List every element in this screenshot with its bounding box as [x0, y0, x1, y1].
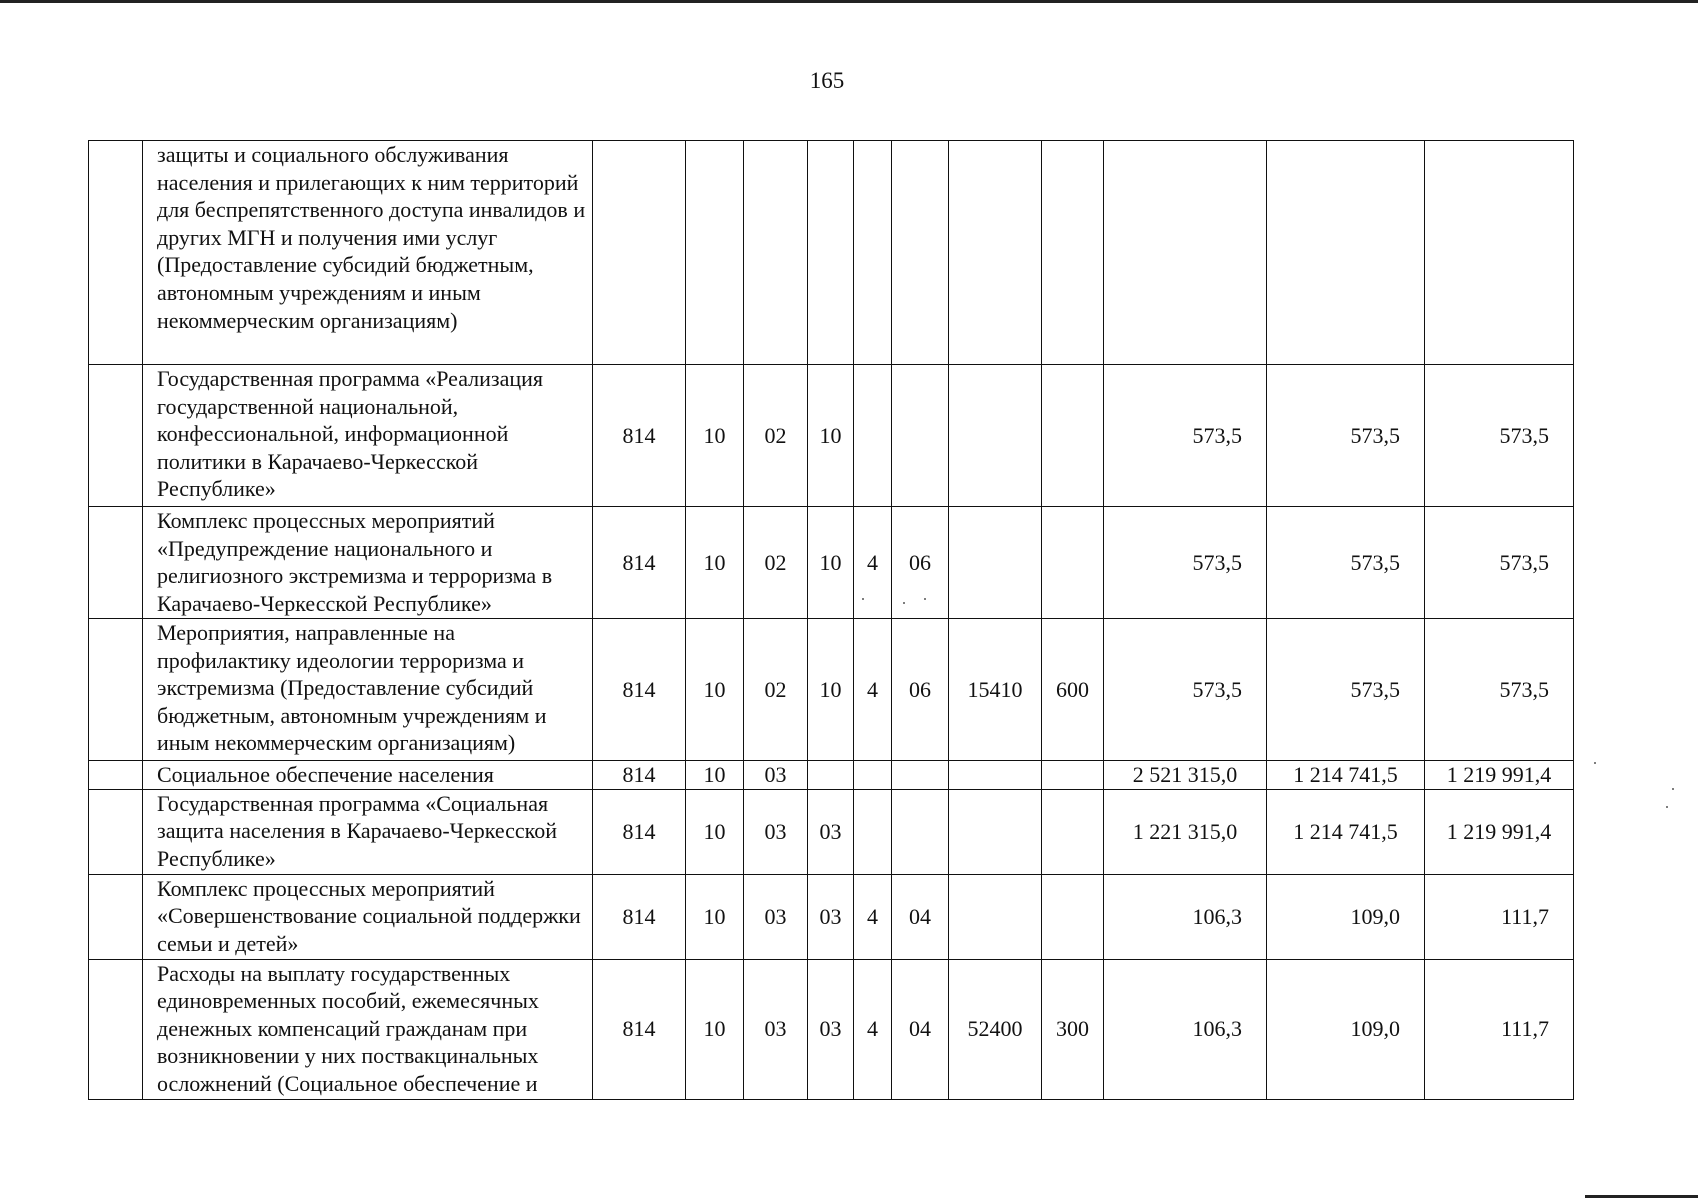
table-row: [89, 141, 1574, 365]
target-program-code: 03: [808, 959, 854, 1099]
ved-code: 814: [593, 789, 686, 874]
amount-year-1: [1104, 141, 1267, 365]
amount-year-2: 1 214 741,5: [1267, 789, 1425, 874]
table-row: [89, 619, 1574, 761]
section-code: 10: [686, 874, 744, 959]
expense-type-code: [1042, 874, 1104, 959]
target-program-code: 10: [808, 619, 854, 761]
target-type-code: [854, 141, 892, 365]
amount-year-2: 109,0: [1267, 959, 1425, 1099]
amount-year-3: 111,7: [1425, 959, 1574, 1099]
target-complex-code: 04: [892, 874, 949, 959]
amount-year-1: 573,5: [1104, 507, 1267, 619]
section-code: 10: [686, 959, 744, 1099]
subsection-code: 03: [744, 761, 808, 790]
row-marker-cell: [89, 365, 143, 507]
expense-type-code: [1042, 761, 1104, 790]
target-type-code: [854, 761, 892, 790]
section-code: 10: [686, 365, 744, 507]
target-type-code: 4: [854, 507, 892, 619]
target-complex-code: 04: [892, 959, 949, 1099]
scan-speck: [903, 602, 905, 604]
amount-year-2: [1267, 141, 1425, 365]
budget-table: [88, 140, 1574, 1100]
expense-type-code: 300: [1042, 959, 1104, 1099]
amount-year-3: 573,5: [1425, 507, 1574, 619]
ved-code: 814: [593, 507, 686, 619]
target-program-code: 03: [808, 874, 854, 959]
expense-type-code: [1042, 507, 1104, 619]
target-direction-code: [949, 507, 1042, 619]
row-marker-cell: [89, 874, 143, 959]
target-program-code: [808, 761, 854, 790]
target-direction-code: [949, 789, 1042, 874]
target-direction-code: [949, 365, 1042, 507]
ved-code: 814: [593, 761, 686, 790]
table-row: [89, 365, 1574, 507]
row-name: Государственная программа «Реализация государственной национальной, конфессиональной, информационной политики в Карачаево-Черкесской Республике»: [143, 365, 593, 507]
subsection-code: [744, 141, 808, 365]
target-direction-code: 15410: [949, 619, 1042, 761]
subsection-code: 03: [744, 874, 808, 959]
expense-type-code: [1042, 365, 1104, 507]
target-complex-code: 06: [892, 507, 949, 619]
ved-code: 814: [593, 959, 686, 1099]
scan-speck: [862, 598, 864, 600]
row-name: Расходы на выплату государственных единовременных пособий, ежемесячных денежных компенсаций гражданам при возникновении у них поствакцинальных осложнений (Социальное обеспечение и: [143, 959, 593, 1099]
row-name: Государственная программа «Социальная защита населения в Карачаево-Черкесской Республике»: [143, 789, 593, 874]
amount-year-1: 106,3: [1104, 874, 1267, 959]
row-marker-cell: [89, 789, 143, 874]
table-row: [89, 789, 1574, 874]
amount-year-3: [1425, 141, 1574, 365]
subsection-code: 02: [744, 619, 808, 761]
amount-year-1: 1 221 315,0: [1104, 789, 1267, 874]
budget-table-body: [89, 141, 1574, 1100]
section-code: 10: [686, 507, 744, 619]
subsection-code: 03: [744, 959, 808, 1099]
ved-code: 814: [593, 874, 686, 959]
subsection-code: 03: [744, 789, 808, 874]
amount-year-3: 1 219 991,4: [1425, 789, 1574, 874]
amount-year-2: 573,5: [1267, 365, 1425, 507]
target-direction-code: 52400: [949, 959, 1042, 1099]
table-row: [89, 761, 1574, 790]
amount-year-2: 109,0: [1267, 874, 1425, 959]
row-marker-cell: [89, 761, 143, 790]
scan-speck: [924, 598, 926, 600]
section-code: 10: [686, 789, 744, 874]
subsection-code: 02: [744, 507, 808, 619]
target-type-code: 4: [854, 959, 892, 1099]
row-name: Социальное обеспечение населения: [143, 761, 593, 790]
amount-year-3: 573,5: [1425, 365, 1574, 507]
target-type-code: 4: [854, 619, 892, 761]
amount-year-3: 111,7: [1425, 874, 1574, 959]
target-program-code: [808, 141, 854, 365]
target-program-code: 10: [808, 507, 854, 619]
target-type-code: [854, 365, 892, 507]
target-program-code: 03: [808, 789, 854, 874]
row-marker-cell: [89, 619, 143, 761]
scan-border-bottom: [1585, 1195, 1698, 1198]
amount-year-2: 573,5: [1267, 619, 1425, 761]
row-name: Комплекс процессных мероприятий «Совершенствование социальной поддержки семьи и детей»: [143, 874, 593, 959]
row-name: Мероприятия, направленные на профилактику идеологии терроризма и экстремизма (Предоставление субсидий бюджетным, автономным учреждениям и иным некоммерческим организациям): [143, 619, 593, 761]
table-row: [89, 507, 1574, 619]
amount-year-1: 573,5: [1104, 365, 1267, 507]
target-type-code: 4: [854, 874, 892, 959]
amount-year-1: 2 521 315,0: [1104, 761, 1267, 790]
scan-border-top: [0, 0, 1698, 3]
ved-code: 814: [593, 619, 686, 761]
expense-type-code: 600: [1042, 619, 1104, 761]
row-name: защиты и социального обслуживания населения и прилегающих к ним территорий для беспрепятственного доступа инвалидов и других МГН и получения ими услуг (Предоставление субсидий бюджетным, автономным учреждениям и иным некоммерческим организациям): [143, 141, 593, 365]
row-name: Комплекс процессных мероприятий «Предупреждение национального и религиозного экстремизма и терроризма в Карачаево-Черкесской Республике»: [143, 507, 593, 619]
target-complex-code: [892, 141, 949, 365]
target-direction-code: [949, 761, 1042, 790]
target-complex-code: [892, 365, 949, 507]
section-code: 10: [686, 619, 744, 761]
amount-year-2: 1 214 741,5: [1267, 761, 1425, 790]
target-complex-code: [892, 789, 949, 874]
ved-code: 814: [593, 365, 686, 507]
target-program-code: 10: [808, 365, 854, 507]
row-marker-cell: [89, 959, 143, 1099]
scan-speck: [1672, 788, 1674, 790]
subsection-code: 02: [744, 365, 808, 507]
target-complex-code: [892, 761, 949, 790]
table-row: [89, 874, 1574, 959]
expense-type-code: [1042, 141, 1104, 365]
table-row: [89, 959, 1574, 1099]
section-code: 10: [686, 761, 744, 790]
amount-year-1: 106,3: [1104, 959, 1267, 1099]
row-marker-cell: [89, 141, 143, 365]
target-direction-code: [949, 874, 1042, 959]
row-marker-cell: [89, 507, 143, 619]
expense-type-code: [1042, 789, 1104, 874]
target-complex-code: 06: [892, 619, 949, 761]
page-number: 165: [809, 68, 845, 93]
section-code: [686, 141, 744, 365]
target-type-code: [854, 789, 892, 874]
amount-year-2: 573,5: [1267, 507, 1425, 619]
target-direction-code: [949, 141, 1042, 365]
ved-code: [593, 141, 686, 365]
amount-year-3: 573,5: [1425, 619, 1574, 761]
amount-year-3: 1 219 991,4: [1425, 761, 1574, 790]
scan-speck: [1666, 806, 1668, 808]
amount-year-1: 573,5: [1104, 619, 1267, 761]
scan-speck: [1594, 762, 1596, 764]
